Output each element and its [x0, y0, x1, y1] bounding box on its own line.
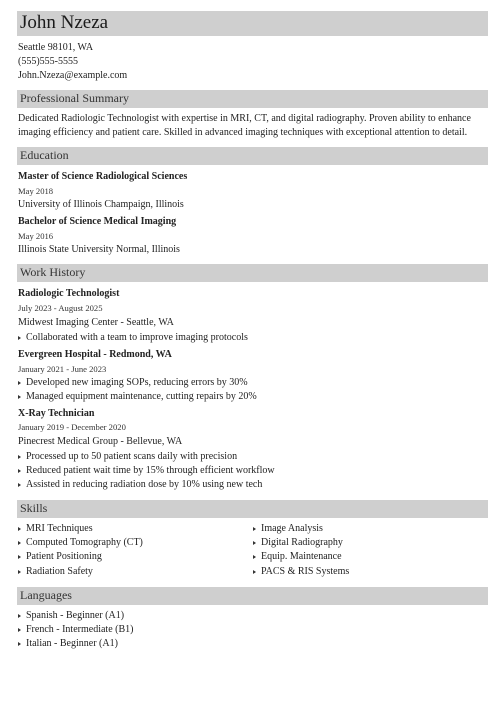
education-degree: Bachelor of Science Medical Imaging [18, 216, 177, 227]
skill-item: Digital Radiography [261, 537, 343, 548]
job-company: Midwest Imaging Center - Seattle, WA [18, 317, 174, 328]
education-degree: Master of Science Radiological Sciences [18, 171, 188, 182]
job-bullet: Collaborated with a team to improve imaging protocols [26, 332, 248, 343]
job-company: Pinecrest Medical Group - Bellevue, WA [18, 436, 183, 447]
skill-item: Patient Positioning [26, 551, 102, 562]
email: John.Nzeza@example.com [18, 70, 128, 81]
language-item: Spanish - Beginner (A1) [26, 610, 125, 621]
skill-item: Image Analysis [261, 523, 323, 534]
job-bullet: Reduced patient wait time by 15% through efficient workflow [26, 465, 275, 476]
address: Seattle 98101, WA [18, 42, 94, 53]
job-title: X-Ray Technician [18, 408, 95, 419]
education-date: May 2018 [18, 186, 54, 196]
skill-item: MRI Techniques [26, 523, 93, 534]
section-title: Education [20, 148, 69, 162]
language-item: Italian - Beginner (A1) [26, 638, 118, 649]
summary-text: Dedicated Radiologic Technologist with expertise in MRI, CT, and digital radiography. Proven ability to enhance imaging efficiency and patient care. Skilled in advanced imaging techniques with exceptional attention to detail. [18, 113, 471, 138]
job-bullet: Assisted in reducing radiation dose by 10% using new tech [26, 479, 263, 490]
candidate-name: John Nzeza [20, 12, 109, 33]
job-bullet: Developed new imaging SOPs, reducing errors by 30% [26, 377, 248, 388]
section-header-summary [17, 90, 488, 108]
section-title: Work History [20, 265, 86, 279]
phone: (555)555-5555 [18, 56, 78, 67]
job-date: January 2021 - June 2023 [18, 364, 107, 374]
language-item: French - Intermediate (B1) [26, 624, 134, 635]
section-header-education [17, 147, 488, 165]
education-school: Illinois State University Normal, Illinois [18, 244, 180, 255]
skill-item: Equip. Maintenance [261, 551, 342, 562]
job-bullet: Processed up to 50 patient scans daily with precision [26, 451, 238, 462]
job-title: Evergreen Hospital - Redmond, WA [18, 349, 172, 360]
education-school: University of Illinois Champaign, Illinois [18, 199, 184, 210]
skill-item: PACS & RIS Systems [261, 566, 350, 577]
section-title: Languages [20, 588, 72, 602]
section-header-work-history [17, 264, 488, 282]
section-header-skills [17, 500, 488, 518]
job-bullet: Managed equipment maintenance, cutting repairs by 20% [26, 391, 257, 402]
skill-item: Computed Tomography (CT) [26, 537, 143, 548]
section-title: Skills [20, 501, 48, 515]
section-header-languages [17, 587, 488, 605]
education-date: May 2016 [18, 231, 54, 241]
job-date: January 2019 - December 2020 [18, 422, 126, 432]
section-title: Professional Summary [20, 91, 129, 105]
job-title: Radiologic Technologist [18, 288, 120, 299]
name-header-bar [17, 11, 488, 36]
job-date: July 2023 - August 2025 [18, 303, 103, 313]
skill-item: Radiation Safety [26, 566, 93, 577]
